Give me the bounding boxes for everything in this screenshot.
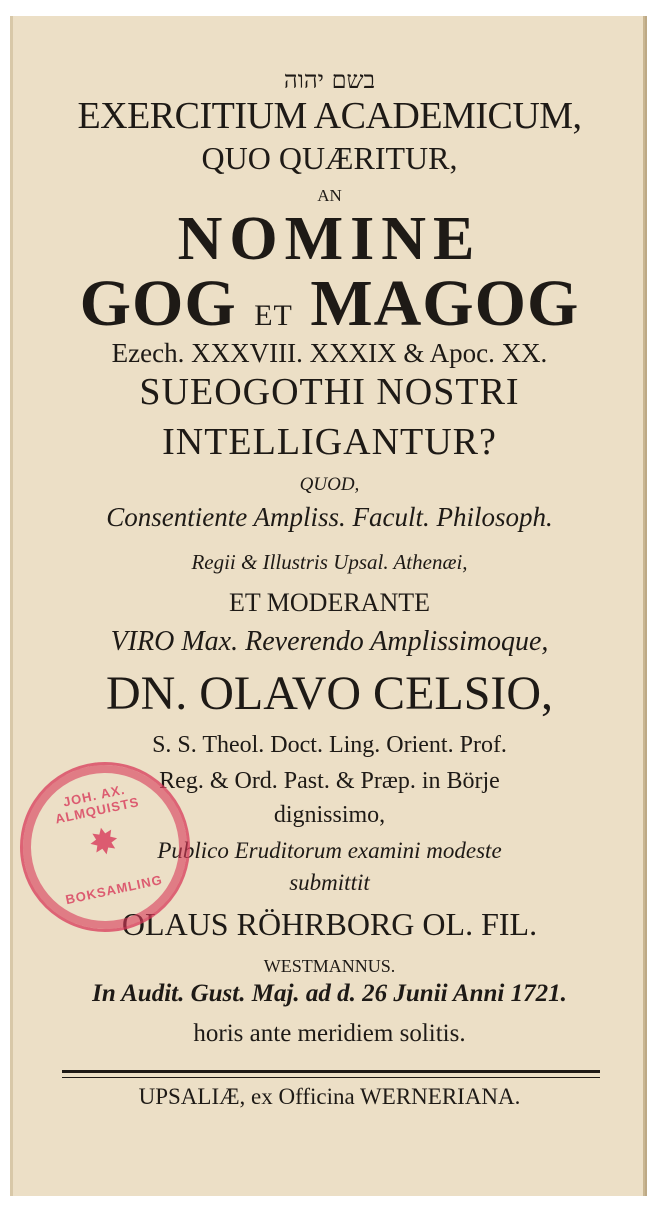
title-line-reg-ord: Reg. & Ord. Past. & Præp. in Börje — [159, 768, 500, 794]
stamp-collection-text: BOKSAMLING — [64, 871, 164, 908]
title-line-westmannus: WESTMANNUS. — [263, 956, 396, 976]
title-line-horis: horis ante meridiem solitis. — [193, 1020, 466, 1047]
title-line-theol: S. S. Theol. Doct. Ling. Orient. Prof. — [152, 732, 507, 758]
title-line-sueogothi: SUEOGOTHI NOSTRI — [139, 371, 520, 413]
hebrew-heading: בשם יהוה — [283, 66, 376, 94]
title-line-quo-quaeritur: QUO QUÆRITUR, — [201, 140, 458, 176]
title-line-consentiente: Consentiente Ampliss. Facult. Philosoph. — [106, 502, 553, 532]
stamp-star-icon: ✸ — [85, 819, 124, 866]
title-line-date: In Audit. Gust. Maj. ad d. 26 Junii Anni 1721. — [92, 980, 567, 1007]
title-line-quod: QUOD, — [299, 474, 360, 495]
title-line-publico: Publico Eruditorum examini modeste — [157, 838, 502, 863]
title-line-nomine: NOMINE — [177, 205, 482, 273]
title-line-submittit: submittit — [289, 870, 370, 895]
magog-text: MAGOG — [292, 267, 580, 340]
title-line-olavo-celsio: DN. OLAVO CELSIO, — [105, 667, 554, 720]
divider-rule-thin — [62, 1077, 600, 1078]
title-line-regii: Regii & Illustris Upsal. Athenæi, — [191, 550, 468, 574]
title-line-gog-magog — [0, 266, 659, 342]
divider-rule-thick — [62, 1070, 600, 1073]
imprint-line: UPSALIÆ, ex Officina WERNERIANA. — [138, 1084, 521, 1109]
stamp-owner-text: JOH. AX. ALMQUISTS — [53, 781, 141, 827]
title-line-intelligantur: INTELLIGANTUR? — [162, 421, 497, 463]
title-line-olaus: OLAUS RÖHRBORG OL. FIL. — [121, 906, 538, 942]
title-line-an: AN — [317, 186, 342, 205]
title-line-references: Ezech. XXXVIII. XXXIX & Apoc. XX. — [111, 338, 548, 368]
title-line-viro: VIRO Max. Reverendo Amplissimoque, — [110, 626, 549, 657]
gog-text: GOG — [79, 267, 255, 340]
title-line-moderante: ET MODERANTE — [228, 588, 430, 617]
et-text: ET — [254, 299, 293, 332]
title-line-exercitium: EXERCITIUM ACADEMICUM, — [77, 95, 582, 137]
title-line-dignissimo: dignissimo, — [273, 802, 386, 828]
